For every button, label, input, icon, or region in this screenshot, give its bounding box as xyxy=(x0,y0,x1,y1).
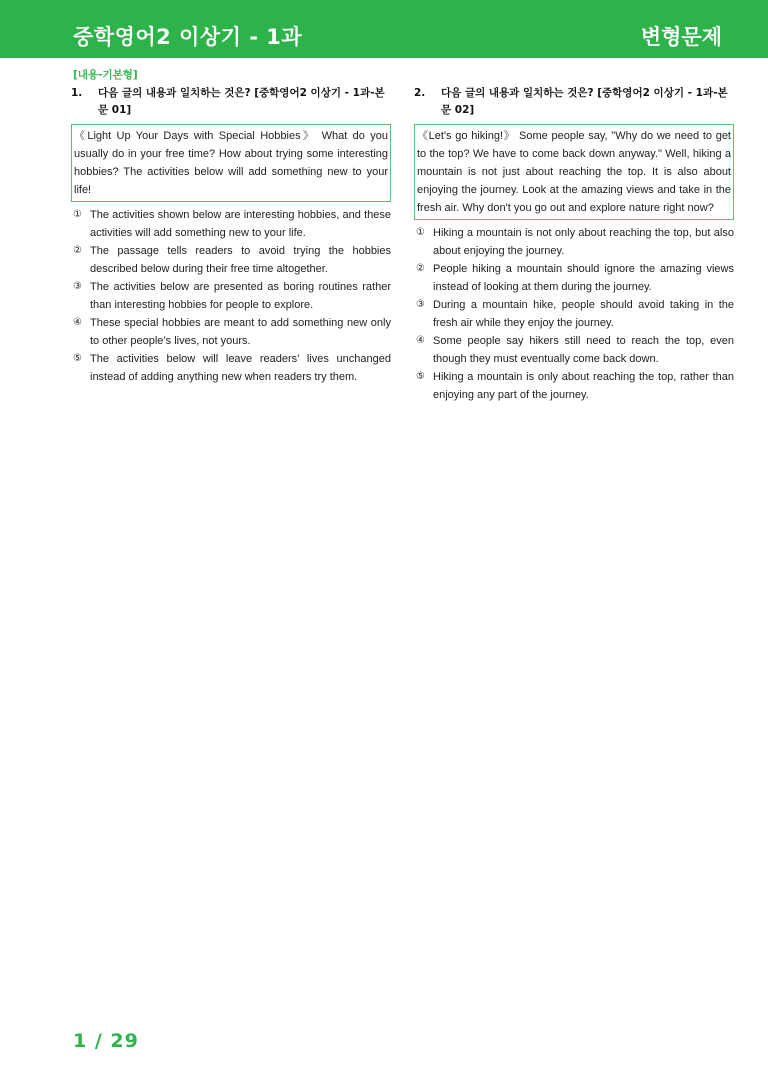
passage-box: 《Light Up Your Days with Special Hobbies》 What do you usually do in your free time? How about trying some interesting hobbies? The activities below will add something new to your life! xyxy=(71,124,391,202)
question-number: 2. xyxy=(414,87,426,99)
answer-option-5[interactable] xyxy=(71,350,391,386)
question-2 xyxy=(414,85,734,404)
option-text: Hiking a mountain is only about reaching the top, rather than enjoying any part of the journey. xyxy=(433,371,734,401)
question-header xyxy=(414,85,734,119)
answer-option-2[interactable] xyxy=(71,242,391,278)
option-marker: ⑤ xyxy=(416,371,425,382)
answer-option-1[interactable] xyxy=(71,206,391,242)
option-text: The activities below are presented as boring routines rather than interesting hobbies for people to explore. xyxy=(90,281,391,311)
option-marker: ② xyxy=(73,245,82,256)
option-marker: ⑤ xyxy=(73,353,82,364)
option-marker: ③ xyxy=(73,281,82,292)
question-header xyxy=(71,85,391,119)
option-marker: ② xyxy=(416,263,425,274)
option-text: These special hobbies are meant to add something new only to other people’s lives, not yours. xyxy=(90,317,391,347)
option-marker: ④ xyxy=(73,317,82,328)
option-text: The activities below will leave readers’ lives unchanged instead of adding anything new when readers try them. xyxy=(90,353,391,383)
answer-option-5[interactable] xyxy=(414,368,734,404)
document-type-label: 변형문제 xyxy=(640,25,722,49)
option-marker: ① xyxy=(73,209,82,220)
answer-options xyxy=(414,224,734,404)
option-text: People hiking a mountain should ignore the amazing views instead of looking at them during the journey. xyxy=(433,263,734,293)
option-marker: ④ xyxy=(416,335,425,346)
page-number: 1 / 29 xyxy=(73,1030,139,1052)
question-number: 1. xyxy=(71,87,83,99)
answer-option-2[interactable] xyxy=(414,260,734,296)
answer-option-3[interactable] xyxy=(414,296,734,332)
document-title: 중학영어2 이상기 - 1과 xyxy=(73,25,303,49)
option-text: Some people say hikers still need to reach the top, even though they must eventually come back down. xyxy=(433,335,734,365)
passage-box: 《Let's go hiking!》 Some people say, "Why do we need to get to the top? We have to come back down anyway." Well, hiking a mountain is not just about reaching the top. It is also about enjoying the journey. Look at the amazing views and take in the fresh air. Why don't you go out and explore nature right now? xyxy=(414,124,734,220)
answer-option-4[interactable] xyxy=(414,332,734,368)
option-marker: ③ xyxy=(416,299,425,310)
answer-option-4[interactable] xyxy=(71,314,391,350)
answer-option-3[interactable] xyxy=(71,278,391,314)
option-text: The activities shown below are interesting hobbies, and these activities will add something new to your life. xyxy=(90,209,391,239)
option-text: The passage tells readers to avoid trying the hobbies described below during their free time altogether. xyxy=(90,245,391,275)
question-prompt: 다음 글의 내용과 일치하는 것은? [중학영어2 이상기 - 1과-본문 02] xyxy=(441,87,728,116)
answer-options xyxy=(71,206,391,386)
option-text: Hiking a mountain is not only about reaching the top, but also about enjoying the journey. xyxy=(433,227,734,257)
option-marker: ① xyxy=(416,227,425,238)
question-prompt: 다음 글의 내용과 일치하는 것은? [중학영어2 이상기 - 1과-본문 01] xyxy=(98,87,385,116)
header-bar xyxy=(0,0,768,58)
question-1 xyxy=(71,85,391,386)
option-text: During a mountain hike, people should avoid taking in the fresh air while they enjoy the journey. xyxy=(433,299,734,329)
question-category: [내용-기본형] xyxy=(73,69,138,81)
answer-option-1[interactable] xyxy=(414,224,734,260)
